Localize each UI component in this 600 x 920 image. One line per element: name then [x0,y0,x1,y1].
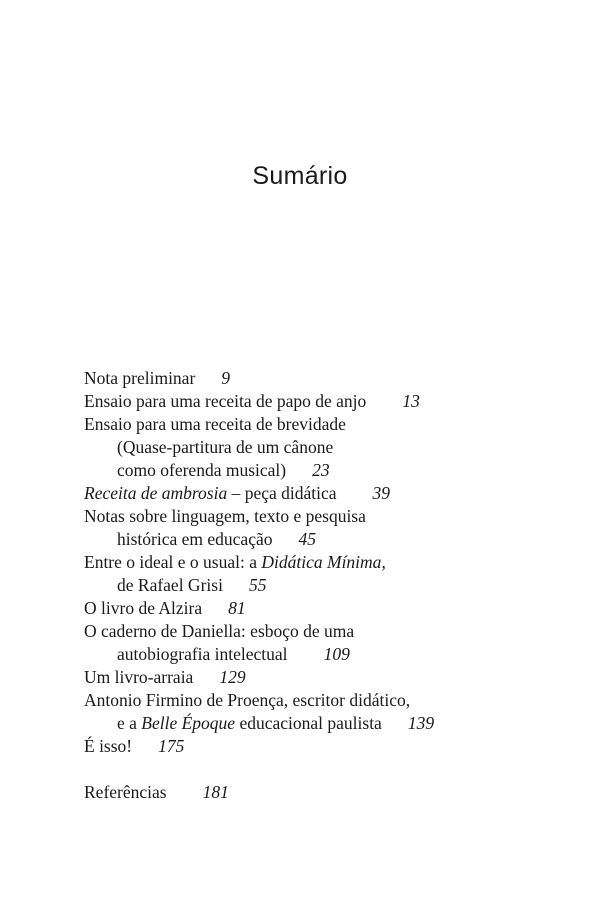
entry-page-number: 9 [221,368,231,388]
entry-title: , [381,552,386,572]
entry-title-line: Notas sobre linguagem, texto e pesquisa [84,506,366,526]
entry-title-line [84,574,544,597]
entry-title-line [84,459,544,482]
toc-entry [84,482,544,505]
entry-title-italic: Didática Mínima [261,552,382,572]
entry-title: O livro de Alzira [84,598,203,618]
entry-title-line: O caderno de Daniella: esboço de uma [84,621,355,641]
entry-title: histórica em educação [117,529,273,549]
entry-title-line: Ensaio para uma receita de brevidade [84,414,346,434]
toc-entry [84,666,544,689]
spacer [84,758,544,781]
entry-title: como oferenda musical) [117,460,287,480]
entry-title: Nota preliminar [84,368,196,388]
table-of-contents [84,367,544,804]
entry-title: educacional paulista [235,713,382,733]
toc-entry [84,505,544,551]
entry-page-number: 55 [248,575,267,595]
toc-entry [84,689,544,735]
entry-title-line: Antonio Firmino de Proença, escritor didático, [84,690,411,710]
entry-title-line: (Quase-partitura de um cânone [117,437,334,457]
entry-page-number: 39 [372,483,391,503]
entry-page-number: 13 [402,391,420,411]
entry-title-italic: Belle Époque [141,713,236,733]
entry-title-line [84,643,544,666]
toc-entry [84,597,544,620]
entry-title-line [84,551,544,574]
toc-entry [84,781,544,804]
entry-title: Ensaio para uma receita de papo de anjo [84,391,367,411]
toc-entry [84,551,544,597]
toc-entry [84,390,544,413]
entry-title: autobiografia intelectual [117,644,288,664]
entry-title: – peça didática [227,483,337,503]
entry-title: Referências [84,782,167,802]
toc-entry [84,735,544,758]
toc-entry [84,367,544,390]
entry-title-line [84,528,544,551]
entry-title-line [84,712,544,735]
entry-page-number: 181 [202,782,229,802]
entry-title: e a [117,713,142,733]
entry-title: de Rafael Grisi [117,575,223,595]
entry-page-number: 129 [219,667,246,687]
page-title: Sumário [252,162,348,190]
toc-entry [84,413,544,482]
entry-page-number: 23 [312,460,330,480]
entry-page-number: 175 [158,736,185,756]
toc-entry [84,620,544,666]
entry-page-number: 81 [228,598,246,618]
entry-page-number: 45 [298,529,316,549]
entry-title-italic: Receita de ambrosia [84,483,228,503]
entry-title: É isso! [84,736,133,756]
entry-title: Um livro-arraia [84,667,194,687]
entry-title: Entre o ideal e o usual: a [84,552,262,572]
entry-page-number: 139 [407,713,435,733]
entry-page-number: 109 [323,644,350,664]
